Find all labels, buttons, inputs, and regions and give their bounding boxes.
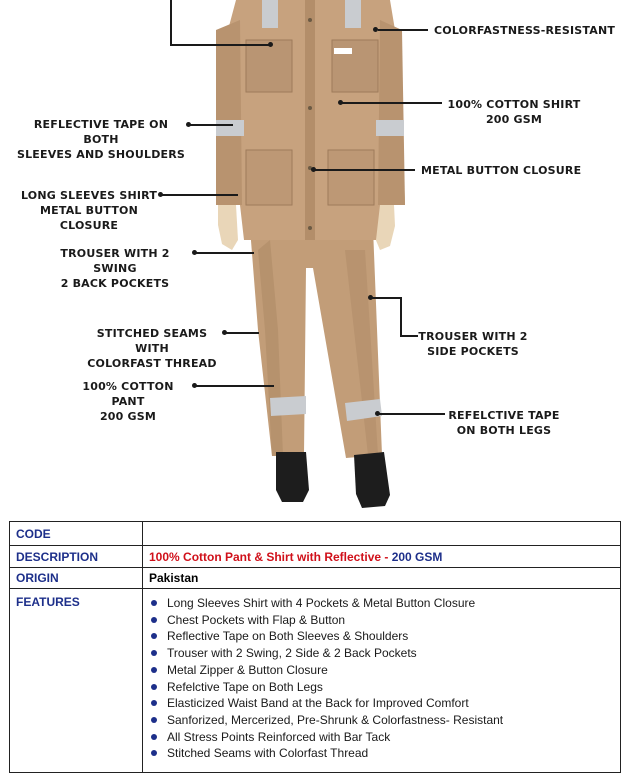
origin-label: ORIGIN bbox=[10, 568, 143, 589]
callout-reflective-sleeves: REFLECTIVE TAPE ON BOTH SLEEVES AND SHOULDERS bbox=[16, 118, 186, 161]
right-sleeve-reflective-tape bbox=[376, 120, 404, 136]
chest-label-tag bbox=[334, 48, 352, 54]
callout-side-pockets: TROUSER WITH 2 SIDE POCKETS bbox=[418, 330, 528, 358]
callout-cotton-shirt: 100% COTTON SHIRT 200 GSM bbox=[447, 98, 581, 126]
shirt bbox=[216, 0, 405, 240]
list-item: Reflective Tape on Both Sleeves & Shoulders bbox=[149, 628, 614, 645]
description-value: 100% Cotton Pant & Shirt with Reflective - 200 GSM bbox=[143, 546, 621, 568]
left-hand bbox=[218, 205, 238, 250]
list-item: Metal Zipper & Button Closure bbox=[149, 662, 614, 679]
list-item: Chest Pockets with Flap & Button bbox=[149, 612, 614, 629]
callout-metal-button: METAL BUTTON CLOSURE bbox=[421, 164, 582, 177]
code-label: CODE bbox=[10, 522, 143, 546]
right-shoulder-reflective-tape bbox=[345, 0, 361, 28]
left-shoe bbox=[276, 452, 309, 502]
callout-long-sleeves: LONG SLEEVES SHIRT METAL BUTTON CLOSURE bbox=[20, 189, 158, 232]
left-sleeve-reflective-tape bbox=[216, 120, 244, 136]
callout-swing-pockets: TROUSER WITH 2 SWING 2 BACK POCKETS bbox=[60, 247, 170, 290]
spec-table bbox=[9, 521, 621, 773]
features-list bbox=[149, 595, 614, 762]
left-leg-reflective-tape bbox=[270, 396, 306, 416]
features-label: FEATURES bbox=[10, 589, 143, 773]
table-row-description bbox=[10, 546, 621, 568]
features-cell bbox=[143, 589, 621, 773]
list-item: Long Sleeves Shirt with 4 Pockets & Metal Button Closure bbox=[149, 595, 614, 612]
table-row-code bbox=[10, 522, 621, 546]
code-value bbox=[143, 522, 621, 546]
origin-value: Pakistan bbox=[143, 568, 621, 589]
table-row-features bbox=[10, 589, 621, 773]
list-item: Sanforized, Mercerized, Pre-Shrunk & Colorfastness- Resistant bbox=[149, 712, 614, 729]
list-item: Stitched Seams with Colorfast Thread bbox=[149, 745, 614, 762]
callout-colorfastness: COLORFASTNESS-RESISTANT bbox=[434, 24, 616, 37]
callout-cotton-pant: 100% COTTON PANT 200 GSM bbox=[82, 380, 174, 423]
table-row-origin bbox=[10, 568, 621, 589]
callout-reflective-legs: REFELCTIVE TAPE ON BOTH LEGS bbox=[448, 409, 560, 437]
list-item: All Stress Points Reinforced with Bar Tack bbox=[149, 729, 614, 746]
right-shoe bbox=[354, 452, 390, 508]
list-item: Refelctive Tape on Both Legs bbox=[149, 679, 614, 696]
list-item: Trouser with 2 Swing, 2 Side & 2 Back Pockets bbox=[149, 645, 614, 662]
trousers bbox=[250, 228, 382, 458]
left-shoulder-reflective-tape bbox=[262, 0, 278, 28]
description-label: DESCRIPTION bbox=[10, 546, 143, 568]
list-item: Elasticized Waist Band at the Back for Improved Comfort bbox=[149, 695, 614, 712]
callout-stitched-seams: STITCHED SEAMS WITH COLORFAST THREAD bbox=[87, 327, 217, 370]
